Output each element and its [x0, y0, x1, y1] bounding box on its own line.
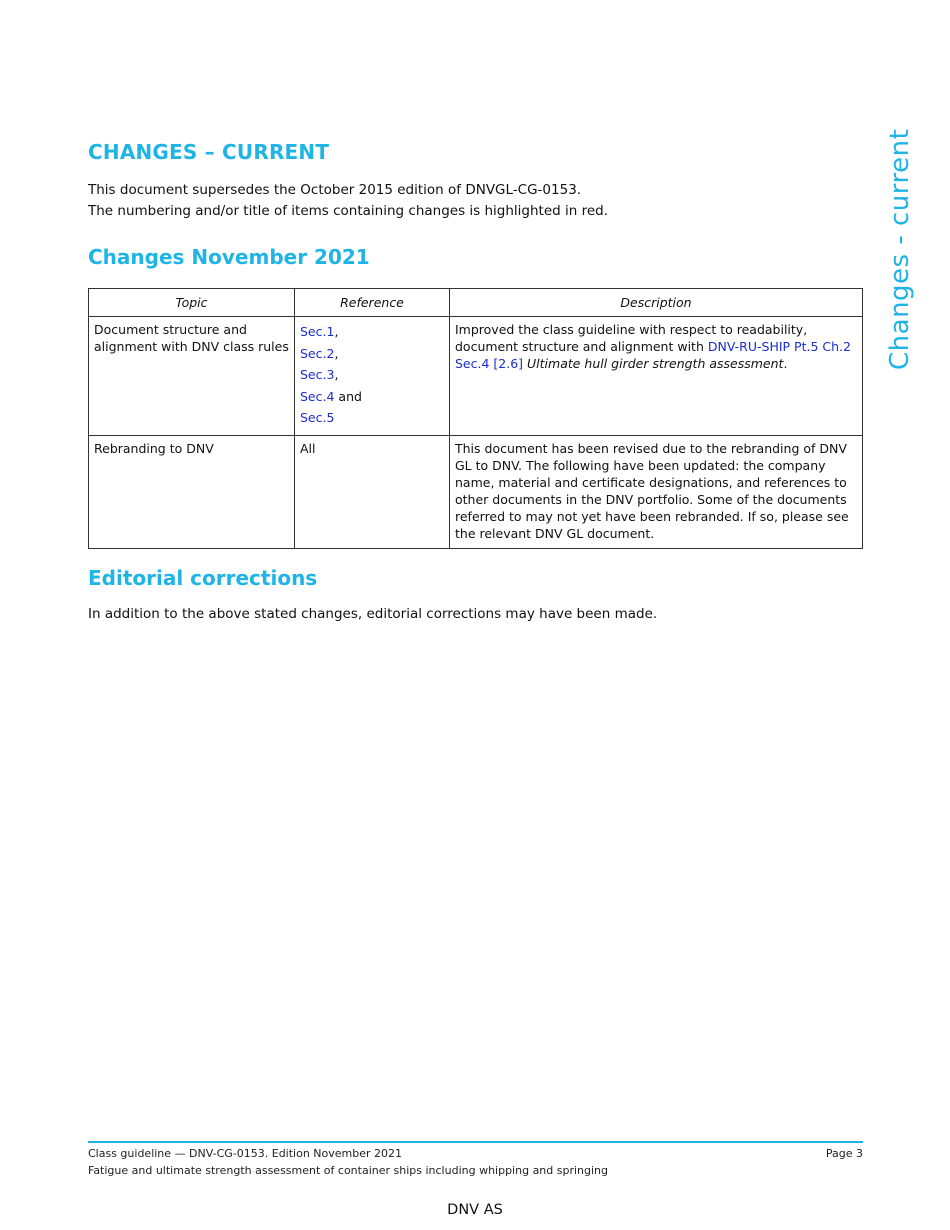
description-cell: [450, 317, 863, 436]
reference-cell: [295, 317, 450, 436]
footer-divider: [88, 1141, 863, 1143]
page-number: Page 3: [825, 1147, 863, 1160]
company-name: DNV AS: [447, 1202, 503, 1218]
link-sec4[interactable]: Sec.4: [300, 388, 335, 404]
changes-table: [88, 288, 863, 549]
header-description: Description: [450, 289, 863, 317]
link-rules[interactable]: DNV-RU-SHIP Pt.5 Ch.2 Sec.4 [2.6]: [455, 339, 851, 371]
editorial-heading: Editorial corrections: [88, 566, 318, 590]
header-reference: Reference: [295, 289, 450, 317]
page-title: CHANGES – CURRENT: [88, 140, 330, 164]
topic-cell: Document structure and alignment with DNV class rules: [89, 317, 295, 436]
ref-sep: ,: [334, 345, 339, 361]
changes-heading: Changes November 2021: [88, 245, 370, 269]
desc-italic: Ultimate hull girder strength assessment: [527, 356, 784, 371]
side-label: Changes - current: [885, 128, 915, 370]
link-sec1[interactable]: Sec.1: [300, 324, 335, 339]
table-row: [89, 435, 863, 548]
link-sec3[interactable]: Sec.3: [300, 367, 335, 382]
ref-sep: ,: [334, 324, 339, 339]
desc-end: .: [783, 356, 788, 371]
intro-line-2: The numbering and/or title of items containing changes is highlighted in red.: [88, 203, 609, 219]
link-sec5[interactable]: Sec.5: [300, 410, 335, 425]
reference-cell: All: [295, 435, 450, 548]
intro-text: [88, 180, 608, 222]
link-sec2[interactable]: Sec.2: [300, 345, 335, 361]
ref-sep: ,: [334, 367, 339, 382]
footer-line-1: [88, 1147, 863, 1160]
table-header-row: [89, 289, 863, 317]
editorial-text: In addition to the above stated changes, editorial corrections may have been made.: [88, 606, 658, 622]
ref-sep: and: [334, 388, 362, 404]
intro-line-1: This document supersedes the October 2015 edition of DNVGL-CG-0153.: [88, 182, 582, 198]
footer-doc-title: Class guideline — DNV-CG-0153. Edition November 2021: [88, 1147, 403, 1160]
description-cell: This document has been revised due to the rebranding of DNV GL to DNV. The following have been updated: the company name, material and certificate designations, and references to other documents in the DNV portfolio. Some of the documents referred to may not yet have been rebranded. If so, please see the relevant DNV GL document.: [450, 435, 863, 548]
table-row: [89, 317, 863, 436]
header-topic: Topic: [89, 289, 295, 317]
desc-text: Improved the class guideline with respect to readability, document structure and alignment with: [455, 322, 808, 354]
topic-cell: Rebranding to DNV: [89, 435, 295, 548]
footer-line-2: Fatigue and ultimate strength assessment of container ships including whipping and springing: [88, 1164, 609, 1177]
